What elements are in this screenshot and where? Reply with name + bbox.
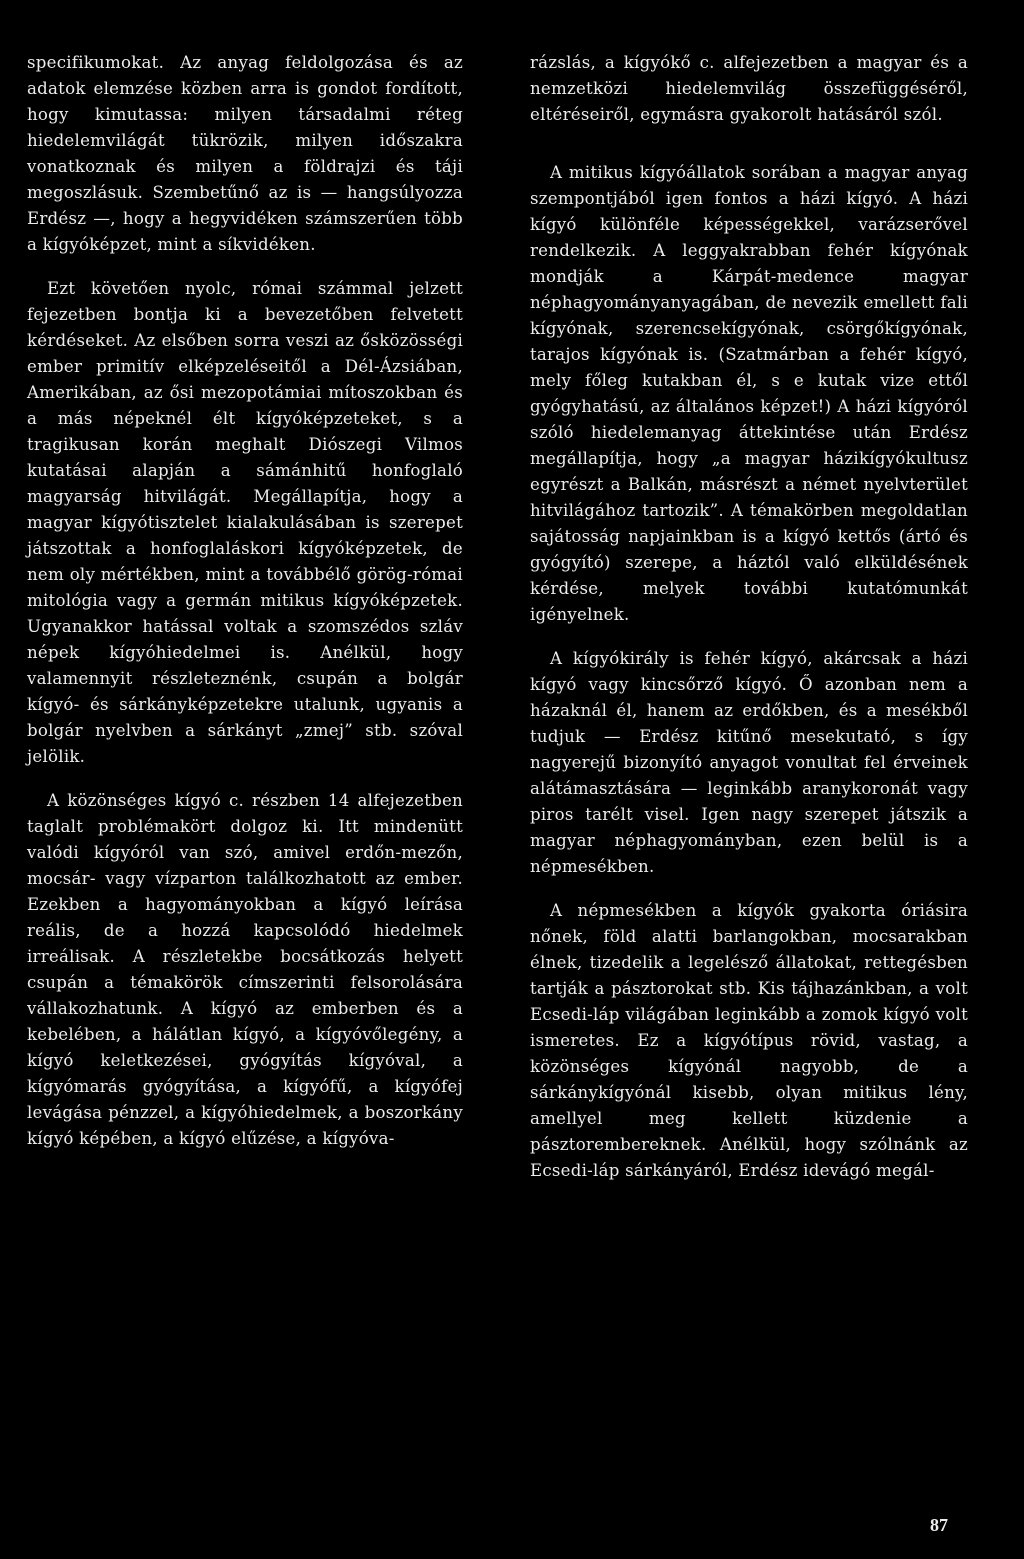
right-paragraph-2: A mitikus kígyóállatok sorában a magyar anyag szempontjából igen fontos a házi kígyó. A házi kígyó különféle képességekkel, varázserővel rendelkezik. A leggyakrabban fehér kígyónak mondják a Kárpát-medence magyar néphagyományanyagában, de nevezik emellett fali kígyónak, szerencsekígyónak, csörgőkígyónak, tarajos kígyónak is. (Szatmárban a fehér kígyó, mely főleg kutakban él, s e kutak vize ettől gyógyhatású, az általános képzet!) A házi kígyóról szóló hiedelemanyag áttekintése után Erdész megállapítja, hogy „a magyar házikígyókultusz egyrészt a Balkán, másrészt a német nyelvterület hitvilágához tartozik”. A témakörben megoldatlan sajátosság napjainkban is a kígyó kettős (ártó és gyógyító) szerepe, a háztól való elküldésének kérdése, melyek további kutatómunkát igényelnek. bbox=[530, 163, 968, 624]
right-paragraph-1: rázslás, a kígyókő c. alfejezetben a magyar és a nemzetközi hiedelemvilág összefüggéséről, eltéréseiről, egymásra gyakorolt hatásáról szól. bbox=[530, 53, 968, 124]
left-paragraph-1: specifikumokat. Az anyag feldolgozása és az adatok elemzése közben arra is gondot fordított, hogy kimutassa: milyen társadalmi réteg hiedelemvilágát tükrözik, milyen időszakra vonatkoznak és milyen a földrajzi és táji megoszlásuk. Szembetűnő az is — hangsúlyozza Erdész —, hogy a hegyvidéken számszerűen több a kígyóképzet, mint a síkvidéken. bbox=[27, 53, 463, 254]
page-number: 87 bbox=[930, 1515, 948, 1535]
right-paragraph-4: A népmesékben a kígyók gyakorta óriásira nőnek, föld alatti barlangokban, mocsarakban élnek, tizedelik a legelésző állatokat, rettegésben tartják a pásztorokat stb. Kis tájhazánkban, a volt Ecsedi-láp világában leginkább a zomok kígyó volt ismeretes. Ez a kígyótípus rövid, vastag, a közönséges kígyónál nagyobb, de a sárkánykígyónál kisebb, olyan mitikus lény, amellyel meg kellett küzdenie a pásztorembereknek. Anélkül, hogy szólnánk az Ecsedi-láp sárkányáról, Erdész idevágó megál- bbox=[530, 901, 968, 1180]
left-text-column bbox=[27, 50, 463, 1152]
right-paragraph-3: A kígyókirály is fehér kígyó, akárcsak a házi kígyó vagy kincsőrző kígyó. Ő azonban nem a házaknál él, hanem az erdőkben, és a mesékből tudjuk — Erdész kitűnő mesekutató, s így nagyerejű bizonyító anyagot vonultat fel érveinek alátámasztására — leginkább aranykoronát vagy piros tarélt visel. Igen nagy szerepet játszik a magyar néphagyományban, ezen belül is a népmesékben. bbox=[530, 649, 968, 876]
left-paragraph-2: Ezt követően nyolc, római számmal jelzett fejezetben bontja ki a bevezetőben felvetett kérdéseket. Az elsőben sorra veszi az ősközösségi ember primitív elképzeléseitől a Dél-Ázsiában, Amerikában, az ősi mezopotámiai mítoszokban és a más népeknél élt kígyóképzeteket, s a tragikusan korán meghalt Diószegi Vilmos kutatásai alapján a sámánhitű honfoglaló magyarság hitvilágát. Megállapítja, hogy a magyar kígyótisztelet kialakulásában is szerepet játszottak a honfoglaláskori kígyóképzetek, de nem oly mértékben, mint a továbbélő görög-római mitológia vagy a germán mitikus kígyóképzetek. Ugyanakkor hatással voltak a szomszédos szláv népek kígyóhiedelmei is. Anélkül, hogy valamennyit részleteznénk, csupán a bolgár kígyó- és sárkányképzetekre utalunk, ugyanis a bolgár nyelvben a sárkányt „zmej” stb. szóval jelölik. bbox=[27, 279, 463, 766]
left-paragraph-3: A közönséges kígyó c. részben 14 alfejezetben taglalt problémakört dolgoz ki. Itt mindenütt valódi kígyóról van szó, amivel erdőn-mezőn, mocsár- vagy vízparton találkozhatott az ember. Ezekben a hagyományokban a kígyó leírása reális, de a hozzá kapcsolódó hiedelmek irreálisak. A részletekbe bocsátkozás helyett csupán a témakörök címszerinti felsorolására vállakozhatunk. A kígyó az emberben és a kebelében, a hálátlan kígyó, a kígyóvőlegény, a kígyó keletkezései, gyógyítás kígyóval, a kígyómarás gyógyítása, a kígyófű, a kígyófej levágása pénzzel, a kígyóhiedelmek, a boszorkány kígyó képében, a kígyó elűzése, a kígyóva- bbox=[27, 791, 463, 1148]
right-text-column bbox=[530, 50, 968, 1184]
